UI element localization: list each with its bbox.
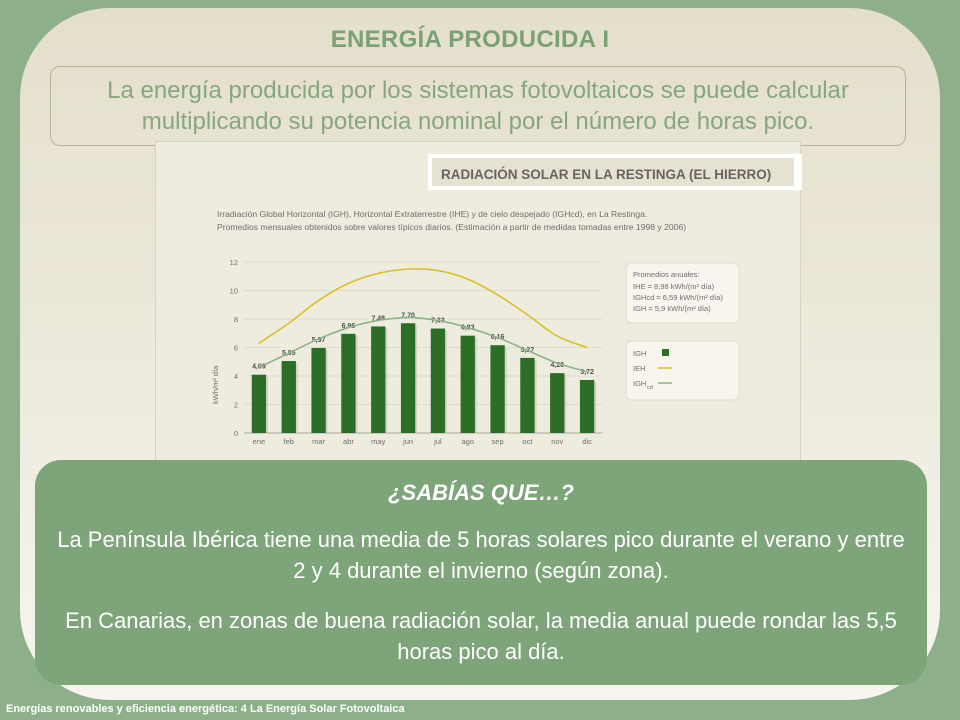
x-tick-label: sep bbox=[491, 437, 504, 446]
x-tick-label: jun bbox=[403, 437, 414, 446]
annual-igh: IGH = 5,9 kWh/(m² día) bbox=[633, 304, 711, 313]
bar-igh bbox=[461, 336, 475, 433]
bar-igh bbox=[550, 373, 564, 433]
legend-label-ieh: IEH bbox=[633, 364, 646, 373]
bar-value-label: 7,33 bbox=[431, 317, 445, 325]
bar-igh bbox=[311, 348, 325, 433]
legend-label-ighcd: IGH bbox=[633, 379, 647, 388]
bar-value-label: 5,27 bbox=[520, 346, 535, 354]
bar-value-label: 3,72 bbox=[580, 368, 594, 376]
bar-value-label: 6,83 bbox=[460, 324, 475, 332]
bar-value-label: 7,70 bbox=[401, 312, 415, 320]
bar-value-label: 6,96 bbox=[341, 322, 356, 330]
y-tick-label: 8 bbox=[233, 315, 238, 324]
bar-value-label: 5,05 bbox=[281, 350, 296, 358]
did-you-know-heading: ¿SABÍAS QUE…? bbox=[388, 480, 574, 505]
bar-igh bbox=[371, 326, 385, 433]
legend-label-ighcd-sub: cd bbox=[647, 385, 653, 391]
bar-igh bbox=[282, 361, 296, 433]
bar-value-label: 4,09 bbox=[252, 363, 266, 371]
bar-value-label: 6,16 bbox=[490, 334, 505, 342]
chart-subtitle-line2: Promedios mensuales obtenidos sobre valores típicos diarios. (Estimación a partir de medidas tomadas entre 1998 y 2006) bbox=[217, 222, 687, 232]
did-you-know-paragraph-canarias: En Canarias, en zonas de buena radiación solar, la media anual puede rondar las 5,5 horas pico al día. bbox=[65, 608, 897, 664]
bar-igh bbox=[580, 380, 594, 433]
x-tick-label: dic bbox=[582, 437, 592, 446]
legend-swatch-igh bbox=[662, 349, 669, 356]
bar-igh bbox=[252, 375, 266, 433]
solar-radiation-chart bbox=[156, 142, 802, 465]
x-tick-label: jul bbox=[434, 437, 442, 446]
bar-igh bbox=[341, 334, 355, 433]
line-ieh bbox=[259, 269, 587, 348]
y-tick-label: 4 bbox=[233, 372, 238, 381]
x-tick-label: abr bbox=[342, 437, 354, 446]
did-you-know-box bbox=[35, 460, 927, 685]
bar-value-label: 4,20 bbox=[550, 362, 565, 370]
x-tick-label: ago bbox=[461, 437, 475, 446]
bar-igh bbox=[401, 323, 415, 433]
intro-text: La energía producida por los sistemas fotovoltaicos se puede calcular multiplicando su potencia nominal por el número de horas pico. bbox=[107, 77, 849, 135]
intro-box bbox=[50, 66, 906, 146]
bar-value-label: 5,97 bbox=[311, 336, 326, 344]
y-tick-label: 2 bbox=[233, 400, 238, 410]
bar-igh bbox=[431, 329, 445, 433]
bar-igh bbox=[490, 345, 504, 433]
x-tick-label: feb bbox=[283, 437, 294, 446]
y-tick-label: 0 bbox=[233, 429, 238, 438]
y-axis-label: kWh/m² día bbox=[211, 365, 220, 404]
y-tick-label: 10 bbox=[229, 286, 238, 296]
did-you-know-paragraph-peninsula: La Península Ibérica tiene una media de 5 horas solares pico durante el verano y entre 2 y 4 durante el invierno (según zona). bbox=[57, 527, 905, 583]
legend-label-igh: IGH bbox=[633, 349, 647, 358]
chart-card bbox=[155, 141, 801, 464]
slide-title: ENERGÍA PRODUCIDA I bbox=[330, 26, 610, 53]
plot-area bbox=[230, 258, 602, 446]
x-tick-label: oct bbox=[522, 437, 533, 446]
bar-igh bbox=[520, 358, 534, 433]
chart-title: RADIACIÓN SOLAR EN LA RESTINGA (EL HIERRO) bbox=[441, 167, 772, 182]
y-tick-label: 6 bbox=[233, 343, 238, 353]
bar-value-label: 7,48 bbox=[371, 315, 386, 323]
x-tick-label: nov bbox=[551, 437, 564, 446]
annual-ighcd: IGHcd = 6,59 kWh/(m² día) bbox=[633, 293, 723, 302]
x-tick-label: may bbox=[371, 437, 386, 446]
y-tick-label: 12 bbox=[229, 258, 238, 267]
x-tick-label: ene bbox=[252, 437, 266, 446]
chart-subtitle-line1: Irradiación Global Horizontal (IGH), Horizontal Extraterrestre (IHE) y de cielo despejado (IGHcd), en La Restinga. bbox=[217, 209, 648, 219]
annual-averages-heading: Promedios anuales: bbox=[633, 270, 700, 279]
annual-ihe: IHE = 8,98 kWh/(m² día) bbox=[633, 282, 715, 291]
x-tick-label: mar bbox=[312, 437, 326, 446]
footer-caption: Energías renovables y eficiencia energética: 4 La Energía Solar Fotovoltaica bbox=[6, 703, 405, 715]
line-ighcd bbox=[259, 318, 587, 372]
